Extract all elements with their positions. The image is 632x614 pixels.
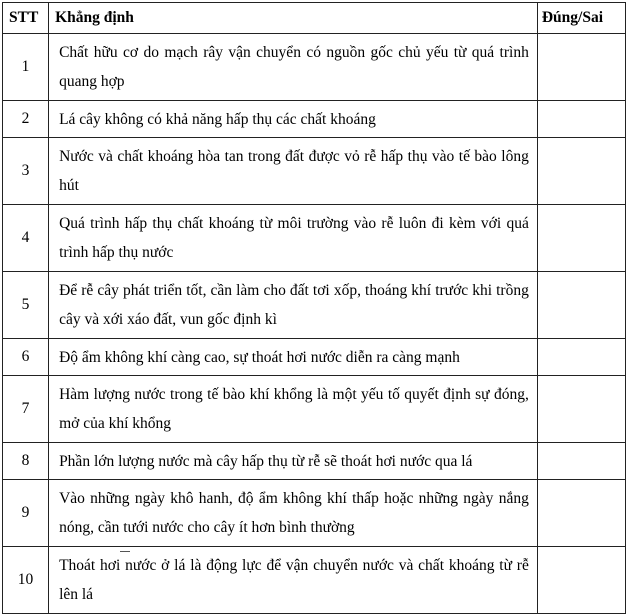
table-row — [3, 101, 626, 138]
row-number: 3 — [3, 138, 49, 205]
row-statement: Vào những ngày khô hanh, độ ẩm không khí thấp hoặc những ngày nắng nóng, cần tưới nước cho cây ít hơn bình thường — [49, 480, 538, 547]
header-answer: Đúng/Sai — [537, 3, 625, 34]
row-statement: Nước và chất khoáng hòa tan trong đất được vỏ rễ hấp thụ vào tế bào lông hút — [49, 138, 538, 205]
table-row — [3, 138, 626, 205]
table-row — [3, 376, 626, 443]
row-statement: Chất hữu cơ do mạch rây vận chuyển có nguồn gốc chủ yếu từ quá trình quang hợp — [49, 34, 538, 101]
table-row — [3, 34, 626, 101]
table-row — [3, 480, 626, 547]
row-statement: Phần lớn lượng nước mà cây hấp thụ từ rễ sẽ thoát hơi nước qua lá — [49, 443, 538, 480]
row-number: 4 — [3, 205, 49, 272]
row-number: 9 — [3, 480, 49, 547]
answer-cell[interactable] — [537, 101, 625, 138]
row-statement: Thoát hơi nước ở lá là động lực để vận chuyển nước và chất khoáng từ rễ lên lá — [49, 547, 538, 614]
row-statement: Lá cây không có khả năng hấp thụ các chất khoáng — [49, 101, 538, 138]
answer-cell[interactable] — [537, 480, 625, 547]
row-statement: Quá trình hấp thụ chất khoáng từ môi trường vào rễ luôn đi kèm với quá trình hấp thụ nước — [49, 205, 538, 272]
answer-cell[interactable] — [537, 443, 625, 480]
answer-cell[interactable] — [537, 34, 625, 101]
true-false-table — [2, 2, 626, 614]
answer-cell[interactable] — [537, 547, 625, 614]
answer-cell[interactable] — [537, 138, 625, 205]
table-row — [3, 272, 626, 339]
row-number: 5 — [3, 272, 49, 339]
answer-cell[interactable] — [537, 339, 625, 376]
table-header-row — [3, 3, 626, 34]
page-cut-mark — [120, 551, 130, 556]
table-row — [3, 339, 626, 376]
table-row — [3, 443, 626, 480]
answer-cell[interactable] — [537, 376, 625, 443]
row-statement: Hàm lượng nước trong tế bào khí khổng là một yếu tố quyết định sự đóng, mở của khí khổng — [49, 376, 538, 443]
row-statement: Để rễ cây phát triển tốt, cần làm cho đất tơi xốp, thoáng khí trước khi trồng cây và xới xáo đất, vun gốc định kì — [49, 272, 538, 339]
row-number: 8 — [3, 443, 49, 480]
row-statement: Độ ẩm không khí càng cao, sự thoát hơi nước diễn ra càng mạnh — [49, 339, 538, 376]
answer-cell[interactable] — [537, 272, 625, 339]
header-stt: STT — [3, 3, 49, 34]
answer-cell[interactable] — [537, 205, 625, 272]
table-row — [3, 205, 626, 272]
header-statement: Khẳng định — [49, 3, 538, 34]
row-number: 7 — [3, 376, 49, 443]
row-number: 10 — [3, 547, 49, 614]
row-number: 6 — [3, 339, 49, 376]
row-number: 2 — [3, 101, 49, 138]
row-number: 1 — [3, 34, 49, 101]
table-row — [3, 547, 626, 614]
